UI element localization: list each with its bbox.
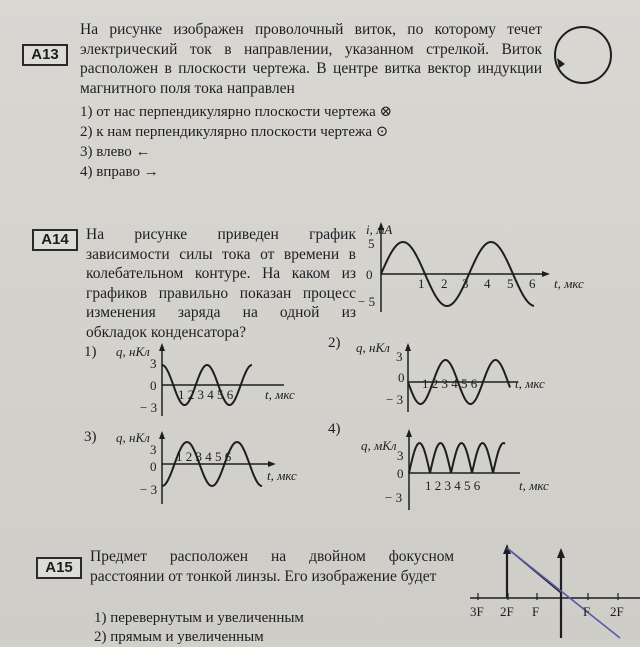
question-number-a14: A14 — [32, 229, 78, 251]
graph-4-xlabel: t, мкс — [519, 478, 549, 493]
main-graph-ytick-5: 5 — [368, 236, 375, 251]
axis-label-f-right: F — [583, 604, 591, 619]
charge-graph-3 — [112, 426, 322, 506]
graph-3-ylabel: q, нКл — [116, 430, 150, 445]
light-ray — [507, 548, 620, 638]
graph-4-ylabel: q, мКл — [361, 438, 397, 453]
graph-2-xticks: 1 2 3 4 5 6 — [422, 376, 478, 391]
a14-line-1: На рисунке приведен график — [86, 226, 356, 243]
main-graph-xtick-5: 5 — [507, 276, 514, 291]
graph-2-number: 2) — [328, 335, 341, 351]
graph-4-ytick-0: 0 — [397, 466, 404, 481]
graph-1-ytick-3: 3 — [150, 356, 157, 371]
a14-line-5: изменения заряда на одной из — [86, 304, 356, 321]
axis-label-2f-right: 2F — [610, 604, 624, 619]
graph-2-ylabel: q, нКл — [356, 340, 390, 355]
main-graph-xtick-2: 2 — [441, 276, 448, 291]
graph-3-ytick-3: 3 — [150, 442, 157, 457]
a13-option-1: 1) от нас перпендикулярно плоскости чертежа ⊗ — [80, 104, 393, 120]
graph-1-ylabel: q, нКл — [116, 344, 150, 359]
main-graph-ytick-minus5: − 5 — [358, 294, 376, 309]
axis-label-3f: 3F — [470, 604, 484, 619]
current-vs-time-graph — [358, 218, 608, 316]
a14-line-6: обкладок конденсатора? — [86, 323, 247, 341]
graph-1-xlabel: t, мкс — [265, 387, 295, 402]
a13-line-4: магнитного поля тока направлен — [80, 79, 295, 97]
graph-2-xlabel: t, мкс — [515, 376, 545, 391]
a13-line-2: электрический ток в направлении, указанном стрелкой. Виток — [80, 40, 542, 58]
question-number-a15: A15 — [36, 557, 82, 579]
graph-4-number: 4) — [328, 421, 341, 437]
a15-option-1: 1) перевернутым и увеличенным — [94, 610, 304, 626]
a15-line-1: Предмет расположен на двойном фокусном — [90, 548, 454, 565]
a13-line-1: На рисунке изображен проволочный виток, по которому течет — [80, 21, 542, 38]
axis-label-f-left: F — [532, 604, 540, 619]
graph-2-ytick-0: 0 — [398, 370, 405, 385]
axis-label-2f-left: 2F — [500, 604, 514, 619]
a13-line-3: расположен в плоскости чертежа. В центре витка вектор индукции — [80, 60, 542, 77]
a14-question-text — [86, 225, 356, 342]
a14-line-3: колебательном контуре. На каком из — [86, 265, 356, 282]
a13-option-3: 3) влево ← — [80, 144, 151, 160]
graph-4-ytick-3: 3 — [397, 448, 404, 463]
a13-option-2: 2) к нам перпендикулярно плоскости чертежа ⊙ — [80, 124, 389, 140]
wire-loop-diagram — [548, 20, 618, 90]
lens-diagram — [460, 538, 640, 640]
main-graph-ytick-0: 0 — [366, 267, 373, 282]
graph-3-ytick-0: 0 — [150, 459, 157, 474]
main-graph-xlabel: t, мкс — [554, 276, 584, 291]
graph-1-ytick-0: 0 — [150, 378, 157, 393]
main-graph-xtick-6: 6 — [529, 276, 536, 291]
graph-3-xlabel: t, мкс — [267, 468, 297, 483]
graph-1-xticks: 1 2 3 4 5 6 — [178, 387, 234, 402]
graph-1-number: 1) — [84, 344, 97, 360]
charge-graph-1 — [112, 340, 322, 418]
graph-4-curve — [409, 443, 505, 473]
main-graph-ylabel: i, мА — [366, 222, 393, 237]
graph-4-ytick-minus3: − 3 — [385, 490, 403, 505]
graph-2-ytick-3: 3 — [396, 349, 403, 364]
charge-graph-4 — [355, 420, 585, 512]
a14-line-2: зависимости силы тока от времени в — [86, 245, 356, 263]
graph-3-number: 3) — [84, 429, 97, 445]
a15-option-2: 2) прямым и увеличенным — [94, 629, 264, 645]
a14-line-4: графиков правильно показан процесс — [86, 284, 356, 302]
question-number-a13: A13 — [22, 44, 68, 66]
graph-3-xticks: 1 2 3 4 5 6 — [176, 449, 232, 464]
charge-graph-2 — [350, 334, 580, 414]
graph-1-ytick-minus3: − 3 — [140, 400, 158, 415]
main-graph-xtick-4: 4 — [484, 276, 491, 291]
a13-question-text — [80, 20, 542, 98]
a15-line-2: расстоянии от тонкой линзы. Его изображение будет — [90, 567, 437, 585]
main-graph-xtick-3: 3 — [462, 276, 469, 291]
graph-2-ytick-minus3: − 3 — [386, 392, 404, 407]
graph-3-ytick-minus3: − 3 — [140, 482, 158, 497]
a13-option-4: 4) вправо → — [80, 164, 159, 180]
graph-4-xticks: 1 2 3 4 5 6 — [425, 478, 481, 493]
main-graph-xtick-1: 1 — [418, 276, 425, 291]
a15-question-text — [90, 547, 454, 586]
